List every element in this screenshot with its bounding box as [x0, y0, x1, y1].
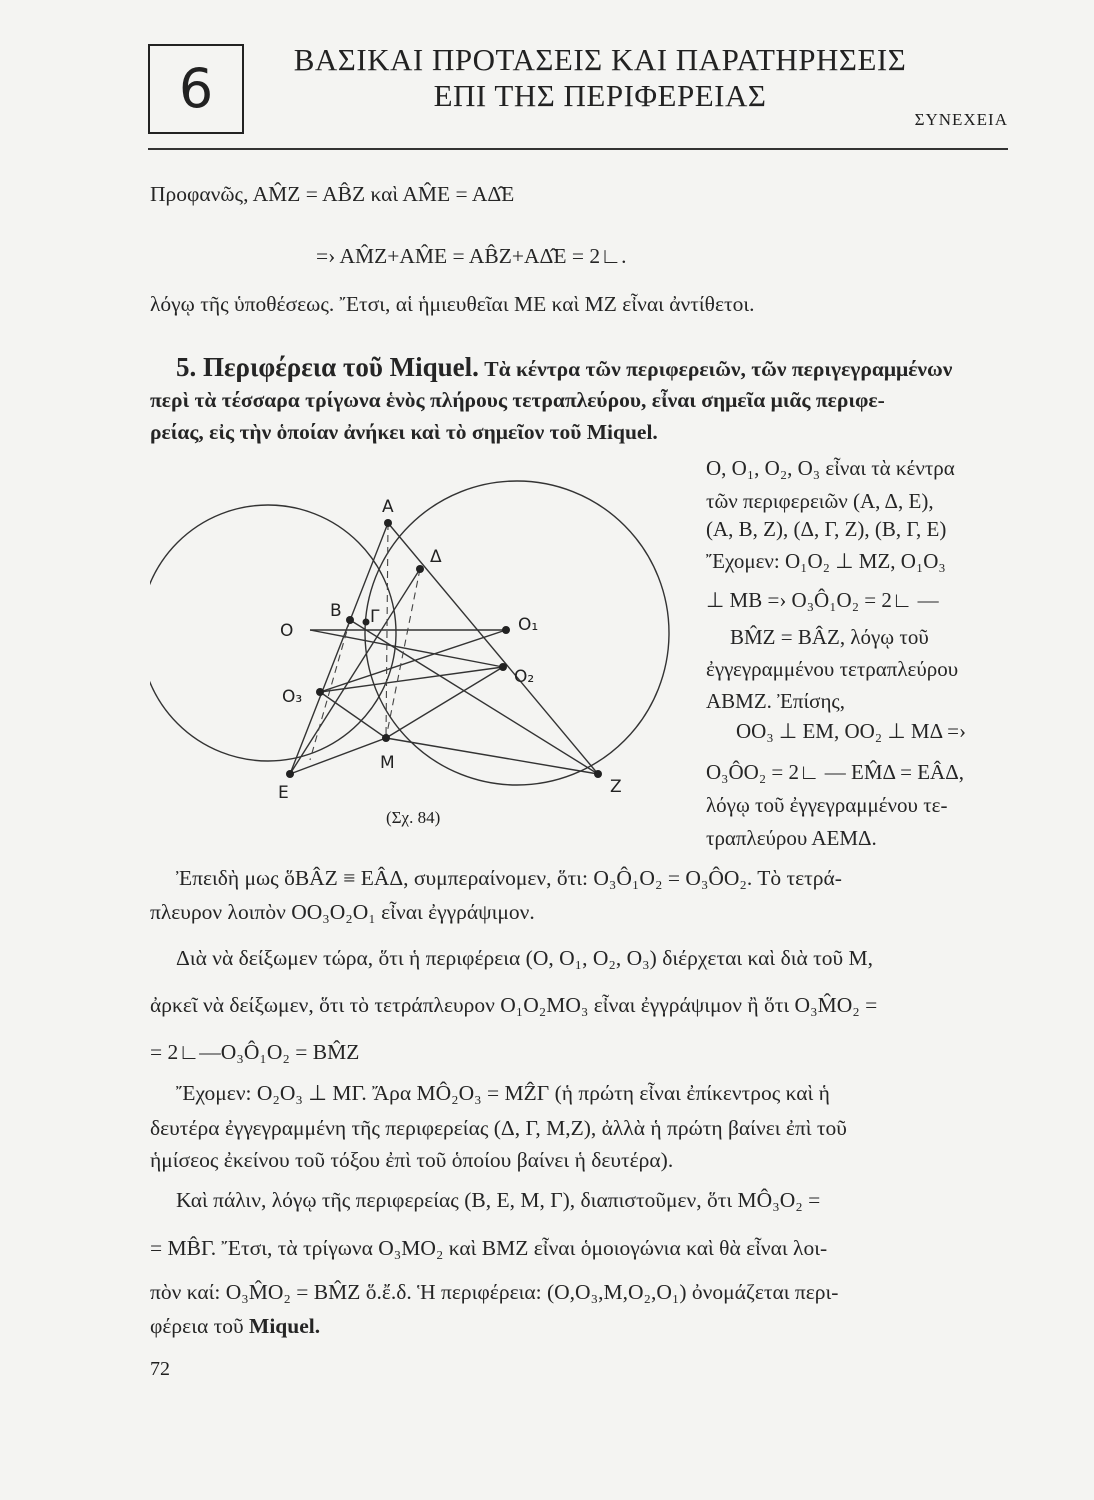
side-line-1: τῶν περιφερειῶν (Α, Δ, Ε), — [706, 489, 934, 513]
line-mz — [386, 738, 598, 774]
p4-line2: δευτέρα ἐγγεγραμμένη τῆς περιφερείας (Δ, Γ, Μ,Ζ), ἀλλὰ ἡ πρώτη βαίνει ἐπὶ τοῦ — [150, 1116, 847, 1140]
p5-line1: Καὶ πάλιν, λόγῳ τῆς περιφερείας (Β, Ε, Μ, Γ), διαπιστοῦμεν, ὅτι MÔ₃Ο₂ = — [176, 1188, 821, 1212]
p4-line1: Ἔχομεν: Ο₂Ο₃ ⊥ ΜΓ. Ἄρα MÔ₂Ο₃ = MẐΓ (ἡ πρώτη εἶναι ἐπίκεντρος καὶ ἡ — [176, 1081, 830, 1105]
p1-line2: =› ΑM̂Ζ+ΑM̂Ε = ΑB̂Ζ+ΑΔ̂Ε = 2∟. — [316, 244, 627, 268]
line-ae — [290, 523, 388, 774]
point-a — [384, 519, 392, 527]
chapter-title-line1: ΒΑΣΙΚΑΙ ΠΡΟΤΑΣΕΙΣ ΚΑΙ ΠΑΡΑΤΗΡΗΣΕΙΣ — [293, 42, 907, 77]
circle-o1 — [365, 481, 669, 785]
miquel-bold: Miquel. — [249, 1314, 321, 1338]
label-o2: Ο₂ — [514, 667, 535, 687]
line-o3-m — [320, 692, 386, 738]
p5-line3: πὸν καί: Ο₃M̂Ο₂ = BM̂Ζ ὅ.ἔ.δ. Ἡ περιφέρεια: (Ο,Ο₃,Μ,Ο₂,Ο₁) ὀνομάζεται περι- — [150, 1280, 839, 1304]
section-text1: Τὰ κέντρα τῶν περιφερειῶν, τῶν περιγεγραμμένων — [484, 357, 953, 381]
side-line-5: BM̂Ζ = ΒÂΖ, λόγῳ τοῦ — [730, 625, 929, 649]
side-line-7: ΑΒΜΖ. Ἐπίσης, — [706, 689, 846, 713]
side-line-3: Ἔχομεν: Ο₁Ο₂ ⊥ ΜΖ, Ο₁Ο₃ — [706, 549, 946, 573]
chapter-subtitle: ΣΥΝΕΧΕΙΑ — [914, 110, 1008, 129]
label-g: Γ — [370, 607, 380, 627]
section-text2: περὶ τὰ τέσσαρα τρίγωνα ἑνὸς πλήρους τετραπλεύρου, εἶναι σημεῖα μιᾶς περιφε- — [150, 388, 885, 412]
side-line-6: ἐγγεγραμμένου τετραπλεύρου — [706, 657, 959, 681]
point-g — [363, 619, 370, 626]
label-z: Ζ — [610, 777, 622, 797]
label-e: Ε — [278, 783, 289, 803]
label-o1: Ο₁ — [518, 615, 539, 635]
section-title-line — [176, 352, 952, 383]
p3-line3: = 2∟—Ο₃Ô₁Ο₂ = BM̂Ζ — [150, 1040, 360, 1064]
point-m — [382, 734, 390, 742]
label-b: Β — [330, 601, 342, 621]
point-z — [594, 770, 602, 778]
dashed-dm — [386, 569, 420, 738]
line-o3-o2 — [320, 667, 503, 692]
circle-o — [150, 505, 396, 761]
miquel-figure — [150, 470, 690, 810]
p2-line1: Ἐπειδὴ μως ὅΒÂΖ ≡ ΕÂΔ, συμπεραίνομεν, ὅτι: Ο₃Ô₁Ο₂ = Ο₃ÔΟ₂. Τὸ τετρά- — [176, 866, 842, 890]
chapter-title — [260, 42, 940, 114]
side-line-9: Ο₃ÔΟ₂ = 2∟ — ΕM̂Δ = ΕÂΔ, — [706, 760, 964, 784]
label-o3: Ο₃ — [282, 687, 303, 707]
line-ed — [290, 569, 420, 774]
p3-line2: ἀρκεῖ νὰ δείξωμεν, ὅτι τὸ τετράπλευρον Ο₁Ο₂ΜΟ₃ εἶναι ἐγγράψιμον ἢ ὅτι Ο₃M̂Ο₂ = — [150, 993, 878, 1017]
side-line-11: τραπλεύρου ΑΕΜΔ. — [706, 826, 877, 850]
page-number: 72 — [150, 1358, 170, 1380]
label-o: Ο — [280, 621, 294, 641]
p5-line2: = MB̂Γ. Ἔτσι, τὰ τρίγωνα Ο₃ΜΟ₂ καὶ ΒΜΖ εἶναι ὁμοιογώνια καὶ θὰ εἶναι λοι- — [150, 1236, 828, 1260]
point-e — [286, 770, 294, 778]
header-rule — [148, 148, 1008, 150]
p1-line3: λόγῳ τῆς ὑποθέσεως. Ἔτσι, αἱ ἡμιευθεῖαι ΜΕ καὶ ΜΖ εἶναι ἀντίθετοι. — [150, 292, 755, 316]
side-line-10: λόγῳ τοῦ ἐγγεγραμμένου τε- — [706, 793, 948, 817]
point-o2 — [499, 663, 507, 671]
point-o1 — [502, 626, 510, 634]
line-az — [388, 523, 598, 774]
point-b — [346, 616, 354, 624]
section-text3: ρείας, εἰς τὴν ὁποίαν ἀνήκει καὶ τὸ σημεῖον τοῦ Miquel. — [150, 420, 658, 444]
point-o3 — [316, 688, 324, 696]
label-a: Α — [382, 497, 394, 517]
line-o2-m — [386, 667, 503, 738]
label-m: Μ — [380, 753, 395, 773]
p5-line4 — [150, 1314, 320, 1339]
figure-caption: (Σχ. 84) — [386, 808, 441, 827]
p4-line3: ἡμίσεος ἐκείνου τοῦ τόξου ἐπὶ τοῦ ὁποίου βαίνει ἡ δευτέρα). — [150, 1148, 674, 1172]
side-line-8: ΟΟ₃ ⊥ ΕΜ, ΟΟ₂ ⊥ ΜΔ =› — [736, 719, 966, 743]
p2-line2: πλευρον λοιπὸν ΟΟ₃Ο₂Ο₁ εἶναι ἐγγράψιμον. — [150, 900, 535, 924]
section-title: 5. Περιφέρεια τοῦ Miquel. — [176, 352, 479, 382]
label-d: Δ — [430, 547, 442, 567]
chapter-number-box: 6 — [148, 44, 244, 134]
side-line-4: ⊥ ΜΒ =› Ο₃Ô₁Ο₂ = 2∟ — — [706, 588, 939, 612]
chapter-title-line2: ΕΠΙ ΤΗΣ ΠΕΡΙΦΕΡΕΙΑΣ — [433, 78, 767, 113]
side-line-2: (Α, Β, Ζ), (Δ, Γ, Ζ), (Β, Γ, Ε) — [706, 517, 947, 541]
p5-line4-text: φέρεια τοῦ — [150, 1314, 250, 1338]
p3-line1: Διὰ νὰ δείξωμεν τώρα, ὅτι ἡ περιφέρεια (Ο, Ο₁, Ο₂, Ο₃) διέρχεται καὶ διὰ τοῦ Μ, — [176, 946, 874, 970]
p1-line1: Προφανῶς, ΑM̂Ζ = ΑB̂Ζ καὶ ΑM̂Ε = ΑΔ̂Ε — [150, 182, 515, 206]
point-d — [416, 565, 424, 573]
side-line-0: Ο, Ο₁, Ο₂, Ο₃ εἶναι τὰ κέντρα — [706, 456, 955, 480]
